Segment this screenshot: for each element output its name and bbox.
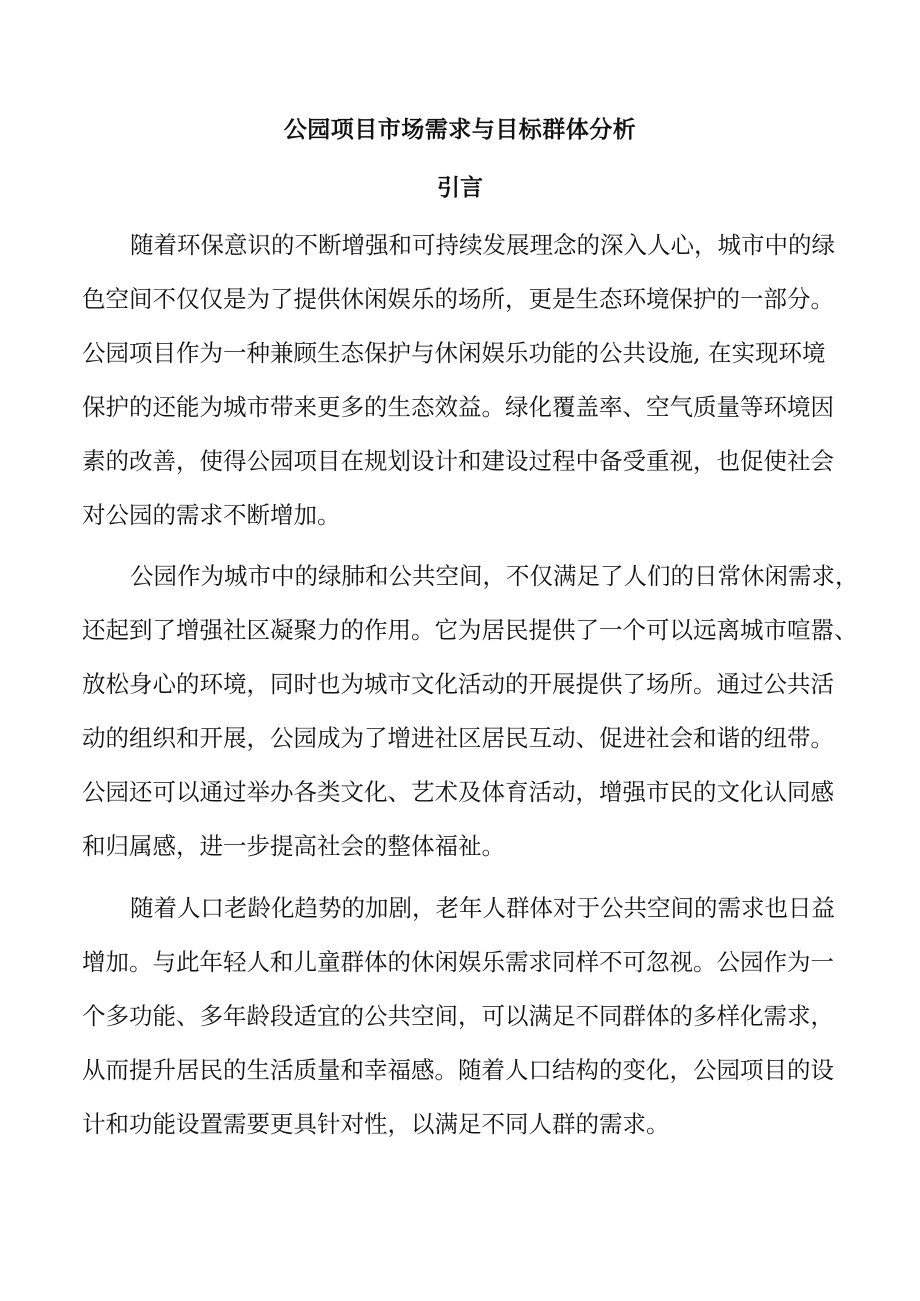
- paragraph-line: 随着人口老龄化趋势的加剧，老年人群体对于公共空间的需求也日益: [130, 894, 835, 922]
- paragraph-line: 还起到了增强社区凝聚力的作用。它为居民提供了一个可以远离城市喧嚣、: [82, 616, 858, 644]
- paragraph-line: 色空间不仅仅是为了提供休闲娱乐的场所，更是生态环境保护的一部分。: [82, 285, 834, 313]
- document-title: 公园项目市场需求与目标群体分析: [283, 117, 637, 143]
- paragraph-line: 动的组织和开展，公园成为了增进社区居民互动、促进社会和谐的纽带。: [82, 724, 834, 752]
- paragraph-line: 公园项目作为一种兼顾生态保护与休闲娱乐功能的公共设施, 在实现环境: [82, 339, 826, 367]
- paragraph-1: [82, 218, 842, 542]
- paragraph-line: 放松身心的环境，同时也为城市文化活动的开展提供了场所。通过公共活: [82, 670, 834, 698]
- paragraph-line: 增加。与此年轻人和儿童群体的休闲娱乐需求同样不可忽视。公园作为一: [82, 948, 834, 976]
- paragraph-line: 和归属感，进一步提高社会的整体福祉。: [82, 832, 505, 860]
- paragraph-line: 保护的还能为城市带来更多的生态效益。绿化覆盖率、空气质量等环境因: [82, 393, 834, 421]
- paragraph-line: 个多功能、多年龄段适宜的公共空间，可以满足不同群体的多样化需求，: [82, 1002, 834, 1030]
- paragraph-line: 公园作为城市中的绿肺和公共空间，不仅满足了人们的日常休闲需求，: [130, 562, 859, 590]
- paragraph-line: 素的改善，使得公园项目在规划设计和建设过程中备受重视，也促使社会: [82, 447, 834, 475]
- paragraph-3: [82, 881, 842, 1151]
- paragraph-line: 计和功能设置需要更具针对性，以满足不同人群的需求。: [82, 1110, 670, 1138]
- section-heading-introduction: 引言: [437, 175, 483, 201]
- paragraph-line: 公园还可以通过举办各类文化、艺术及体育活动，增强市民的文化认同感: [82, 778, 834, 806]
- paragraph-2: [82, 549, 859, 873]
- paragraph-line: 对公园的需求不断增加。: [82, 501, 341, 529]
- paragraph-line: 随着环保意识的不断增强和可持续发展理念的深入人心，城市中的绿: [130, 231, 835, 259]
- paragraph-line: 从而提升居民的生活质量和幸福感。随着人口结构的变化，公园项目的设: [82, 1056, 834, 1084]
